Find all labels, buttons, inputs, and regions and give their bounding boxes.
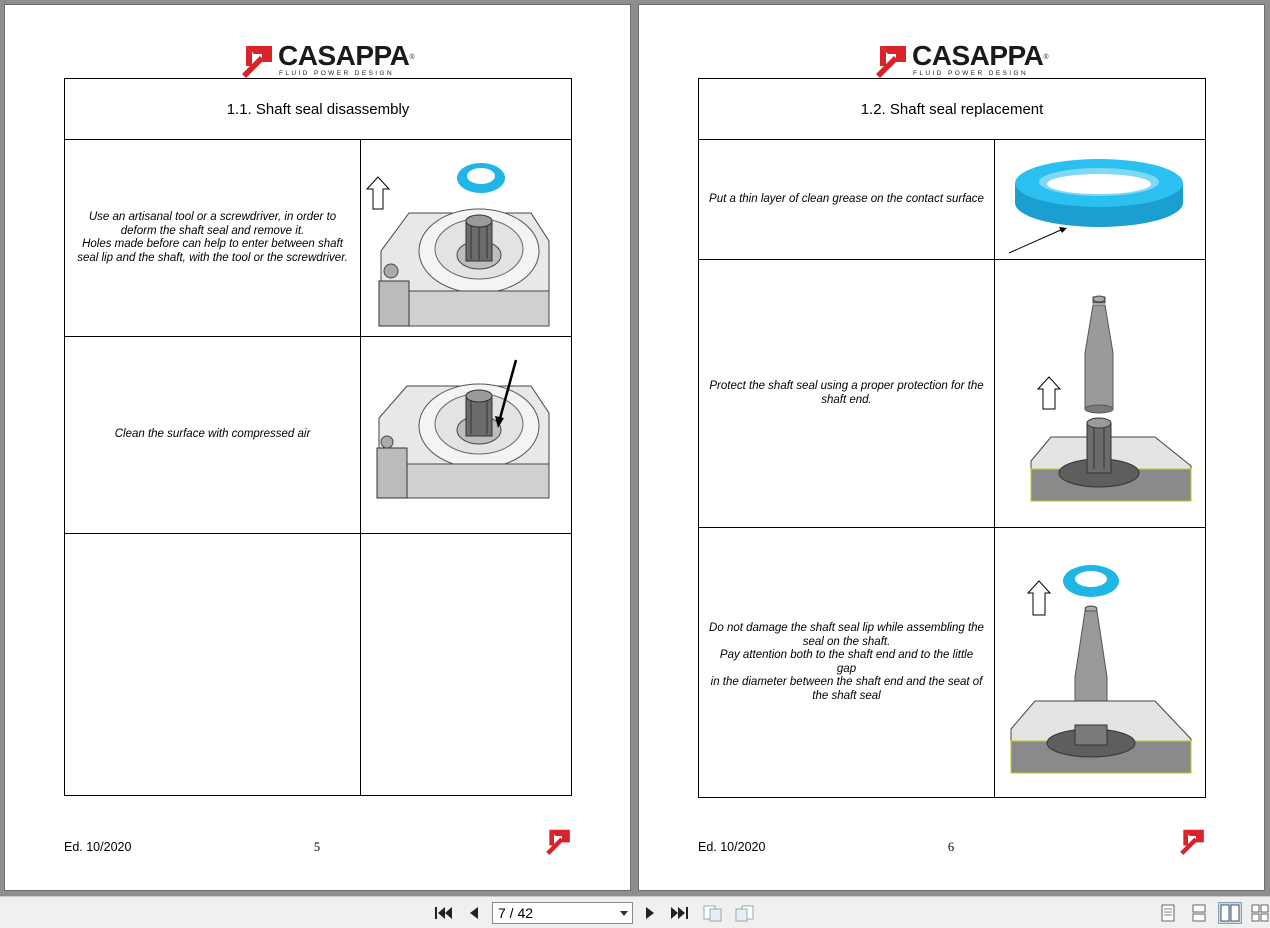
single-page-mode-button[interactable]	[1156, 902, 1180, 924]
step-text: Protect the shaft seal using a proper protection for the shaft end.	[699, 260, 995, 528]
shaft-protection-illustration	[995, 260, 1206, 528]
section-title: 1.2. Shaft seal replacement	[699, 79, 1206, 140]
two-page-continuous-icon	[1251, 904, 1269, 922]
chevron-down-icon	[620, 911, 628, 916]
empty-illustration-cell	[361, 534, 572, 796]
first-page-icon	[433, 905, 453, 921]
page-indicator: 7 / 42	[498, 905, 534, 921]
continuous-page-icon	[1191, 904, 1207, 922]
casappa-logo	[238, 40, 415, 82]
step-text: Clean the surface with compressed air	[65, 337, 361, 534]
casappa-mark-icon	[1177, 825, 1207, 855]
page-number: 6	[947, 840, 955, 854]
page-5	[4, 4, 631, 891]
brand-tagline: FLUID POWER DESIGN	[279, 70, 395, 77]
go-back-view-button[interactable]	[701, 902, 725, 924]
first-page-button[interactable]	[431, 902, 455, 924]
page-number: 5	[313, 840, 321, 854]
single-page-icon	[1160, 904, 1176, 922]
casappa-mark-icon	[872, 40, 910, 78]
seal-ring-illustration	[995, 140, 1206, 260]
section-title: 1.1. Shaft seal disassembly	[65, 79, 572, 140]
page-number-select[interactable]	[492, 902, 633, 924]
last-page-icon	[670, 905, 690, 921]
compressed-air-illustration	[361, 337, 572, 534]
last-page-button[interactable]	[668, 902, 692, 924]
two-page-icon	[1220, 904, 1240, 922]
continuous-mode-button[interactable]	[1187, 902, 1211, 924]
two-page-mode-button[interactable]	[1218, 902, 1242, 924]
previous-page-icon	[467, 905, 481, 921]
page-6	[638, 4, 1265, 891]
brand-name: CASAPPA®	[912, 40, 1049, 71]
casappa-logo	[872, 40, 1049, 82]
go-forward-view-icon	[734, 904, 756, 922]
step-text: Do not damage the shaft seal lip while assembling the seal on the shaft. Pay attention both to the shaft end and to the little gap in the diameter between the shaft end and the seat of the shaft seal	[699, 528, 995, 798]
footer-edition: Ed. 10/2020	[64, 840, 132, 854]
step-text: Use an artisanal tool or a screwdriver, in order to deform the shaft seal and remove it. Holes made before can help to enter between shaft seal lip and the shaft, with the tool or the screwdriver.	[65, 140, 361, 337]
seal-assembly-illustration	[995, 528, 1206, 798]
next-page-icon	[643, 905, 657, 921]
seal-removal-illustration	[361, 140, 572, 337]
go-forward-view-button[interactable]	[733, 902, 757, 924]
step-text	[65, 534, 361, 796]
navigation-toolbar	[0, 896, 1270, 928]
previous-page-button[interactable]	[462, 902, 486, 924]
procedure-table	[64, 78, 572, 796]
two-page-continuous-mode-button[interactable]	[1249, 902, 1270, 924]
step-text: Put a thin layer of clean grease on the contact surface	[699, 140, 995, 260]
casappa-mark-icon	[543, 825, 573, 855]
go-back-view-icon	[702, 904, 724, 922]
casappa-mark-icon	[238, 40, 276, 78]
brand-name: CASAPPA®	[278, 40, 415, 71]
brand-tagline: FLUID POWER DESIGN	[913, 70, 1029, 77]
footer-edition: Ed. 10/2020	[698, 840, 766, 854]
procedure-table	[698, 78, 1206, 798]
next-page-button[interactable]	[638, 902, 662, 924]
